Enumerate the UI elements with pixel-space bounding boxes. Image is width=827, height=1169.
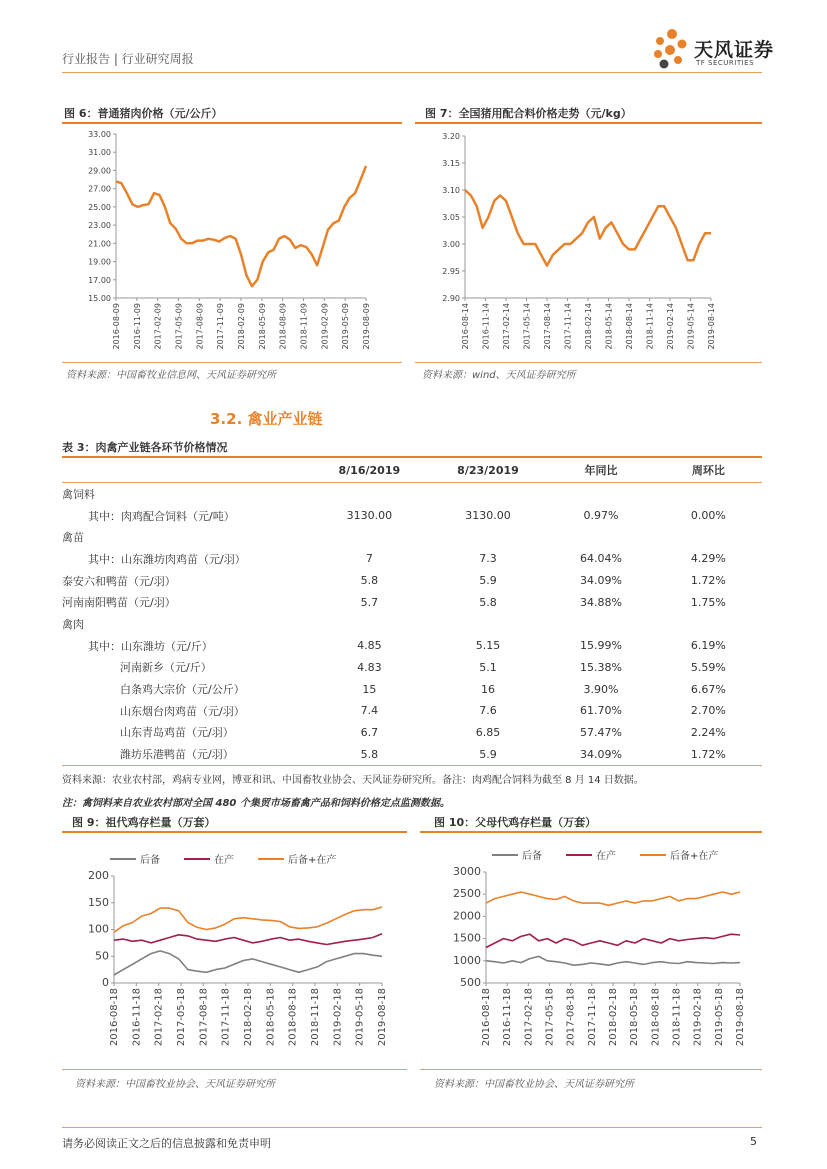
fig6-top-rule — [62, 122, 402, 124]
table-row — [62, 657, 762, 679]
x-tick-label: 2019-02-18 — [332, 988, 344, 1047]
y-tick-label: 50 — [95, 949, 109, 963]
table-cell — [429, 613, 548, 635]
x-tick-label: 2018-02-18 — [243, 988, 254, 1047]
table-cell: 3.90% — [583, 682, 619, 696]
table-cell: 0.97% — [583, 509, 619, 523]
x-tick-label: 2017-02-14 — [502, 303, 511, 350]
x-tick-label: 2016-08-09 — [112, 303, 121, 350]
table-cell: 4.83 — [357, 660, 382, 674]
fig6-chart — [62, 126, 402, 360]
header-title: 行业报告 | 行业研究周报 — [62, 52, 194, 66]
table-row — [62, 678, 762, 700]
x-tick-label: 2018-11-09 — [299, 303, 309, 350]
x-tick-label: 2018-02-14 — [584, 303, 593, 350]
table-cell: 5.7 — [360, 595, 379, 609]
y-tick-label: 1000 — [453, 953, 481, 967]
table-cell: 7.6 — [479, 704, 497, 718]
x-tick-label: 2017-11-18 — [586, 988, 598, 1047]
series-line-后备 — [486, 956, 740, 965]
y-tick-label: 3.00 — [442, 240, 460, 249]
x-tick-label: 2019-08-14 — [707, 303, 716, 350]
fig6-bottom-rule — [62, 362, 402, 363]
series-line-在产 — [114, 934, 382, 945]
table-row-label: 河南新乡（元/斤） — [120, 661, 212, 675]
table-cell: 1.72% — [690, 574, 726, 588]
x-tick-label: 2017-05-09 — [174, 303, 184, 350]
series-line-普通猪肉 — [116, 166, 366, 286]
table-cell — [310, 613, 429, 635]
fig10-title: 图 10：父母代鸡存栏量（万套） — [434, 816, 597, 829]
table-cell: 15.99% — [580, 639, 622, 653]
table-cell: 2.24% — [690, 725, 726, 739]
y-tick-label: 33.00 — [88, 130, 111, 139]
fig7-title: 图 7：全国猪用配合料价格走势（元/kg） — [425, 107, 632, 120]
fig10-chart — [420, 835, 762, 1067]
table-cell: 1.72% — [655, 743, 762, 765]
table-cell — [547, 526, 654, 548]
table-row-label: 山东青岛鸡苗（元/羽） — [120, 726, 234, 740]
x-tick-label: 2017-05-14 — [522, 303, 532, 350]
series-line-在产 — [486, 934, 740, 947]
legend-label: 后备+在产 — [670, 851, 719, 862]
table-row-label: 河南南阳鸭苗（元/羽） — [62, 596, 176, 610]
table3-source: 资料来源：农业农村部，鸡病专业网，博亚和讯、中国畜牧业协会、天风证券研究所。备注：肉鸡配合饲料为截至 8 月 14 日数据。 — [62, 775, 644, 786]
y-tick-label: 2.90 — [442, 294, 460, 303]
table-header-cell: 8/23/2019 — [429, 457, 548, 483]
table-cell: 15.38% — [580, 660, 622, 674]
x-tick-label: 2018-11-18 — [671, 988, 683, 1047]
y-tick-label: 2000 — [453, 909, 481, 923]
table-cell: 3130.00 — [465, 509, 511, 523]
x-tick-label: 2017-11-09 — [216, 303, 226, 350]
y-tick-label: 15.00 — [88, 294, 111, 303]
table-cell: 16 — [480, 682, 495, 696]
table-row-label: 泰安六和鸭苗（元/羽） — [62, 574, 176, 588]
x-tick-label: 2019-08-09 — [362, 303, 371, 350]
table-row-label: 山东烟台肉鸡苗（元/羽） — [120, 704, 245, 718]
x-tick-label: 2017-08-09 — [195, 303, 205, 350]
table-cell — [547, 483, 654, 505]
y-tick-label: 3.10 — [442, 186, 460, 195]
header-divider — [62, 72, 762, 73]
legend-label: 后备 — [522, 851, 542, 862]
x-tick-label: 2017-05-18 — [176, 988, 187, 1047]
table-cell — [547, 613, 654, 635]
table-row — [62, 483, 762, 505]
y-tick-label: 3000 — [453, 865, 481, 878]
x-tick-label: 2016-11-14 — [481, 303, 491, 350]
fig9-chart — [62, 835, 407, 1067]
x-tick-label: 2016-11-09 — [132, 303, 142, 350]
x-tick-label: 2019-02-09 — [320, 303, 330, 350]
y-tick-label: 2500 — [453, 887, 481, 901]
fig7-top-rule — [415, 122, 762, 124]
table-row — [62, 505, 762, 527]
table-cell — [429, 483, 548, 505]
y-tick-label: 19.00 — [88, 257, 111, 267]
section-heading: 3.2. 禽业产业链 — [210, 410, 323, 428]
y-tick-label: 21.00 — [88, 239, 111, 249]
x-tick-label: 2019-02-18 — [692, 988, 704, 1047]
x-tick-label: 2018-08-18 — [287, 988, 299, 1047]
table-row-label: 禽饲料 — [62, 487, 95, 501]
table-row — [62, 526, 762, 548]
table-cell: 7.3 — [479, 552, 497, 566]
legend-label: 后备+在产 — [288, 855, 337, 866]
table-cell: 7.4 — [360, 704, 379, 718]
y-tick-label: 3.20 — [442, 132, 460, 141]
fig9-top-rule — [62, 831, 407, 833]
table3 — [62, 456, 762, 766]
x-tick-label: 2016-08-18 — [109, 988, 120, 1047]
table-row — [62, 743, 762, 765]
table-header-cell: 8/16/2019 — [310, 457, 429, 483]
table-cell: 34.09% — [547, 743, 654, 765]
table-cell: 34.09% — [580, 574, 622, 588]
x-tick-label: 2019-08-18 — [735, 988, 746, 1047]
table-cell: 5.9 — [429, 743, 548, 765]
x-tick-label: 2017-02-18 — [523, 988, 535, 1047]
fig10-source: 资料来源：中国畜牧业协会、天风证券研究所 — [434, 1079, 634, 1090]
table-cell: 5.9 — [479, 574, 497, 588]
x-tick-label: 2017-11-18 — [220, 988, 232, 1047]
x-tick-label: 2017-08-18 — [565, 988, 577, 1047]
table-cell: 4.29% — [690, 552, 726, 566]
table-cell: 5.15 — [475, 639, 501, 653]
table-row-label: 禽肉 — [62, 617, 84, 631]
table-cell: 5.8 — [310, 743, 429, 765]
tf-logo-icon — [648, 26, 694, 72]
x-tick-label: 2019-02-14 — [666, 303, 675, 350]
table-row — [62, 635, 762, 657]
table-row — [62, 722, 762, 744]
fig7-chart — [415, 126, 762, 360]
fig10-bottom-rule — [420, 1069, 762, 1070]
series-line-后备+在产 — [114, 907, 382, 932]
y-tick-label: 27.00 — [88, 184, 111, 194]
x-tick-label: 2019-05-18 — [354, 988, 366, 1047]
x-tick-label: 2017-02-09 — [153, 303, 163, 350]
table-row — [62, 548, 762, 570]
legend-label: 在产 — [596, 851, 616, 862]
x-tick-label: 2018-08-14 — [625, 303, 634, 350]
table-row-label: 其中：山东潍坊（元/斤） — [88, 639, 213, 653]
x-tick-label: 2018-05-14 — [604, 303, 614, 350]
x-tick-label: 2019-05-09 — [341, 303, 351, 350]
x-tick-label: 2018-08-18 — [650, 988, 662, 1047]
table-cell: 5.1 — [479, 660, 497, 674]
logo-text-en: TF SECURITIES — [696, 59, 755, 67]
fig9-title: 图 9：祖代鸡存栏量（万套） — [72, 816, 216, 829]
y-tick-label: 23.00 — [88, 221, 111, 231]
table-cell: 0.00% — [690, 509, 726, 523]
table-header-cell: 周环比 — [655, 457, 762, 483]
x-tick-label: 2018-05-18 — [265, 988, 277, 1047]
table-cell — [310, 483, 429, 505]
legend-label: 后备 — [140, 855, 160, 866]
x-tick-label: 2016-11-18 — [502, 988, 514, 1047]
y-tick-label: 29.00 — [88, 166, 111, 176]
table-header-cell: 年同比 — [547, 457, 654, 483]
table-cell: 5.59% — [690, 660, 726, 674]
x-tick-label: 2017-05-18 — [544, 988, 556, 1047]
x-tick-label: 2018-08-09 — [278, 303, 288, 350]
x-tick-label: 2018-05-18 — [629, 988, 641, 1047]
table-cell: 6.67% — [690, 682, 726, 696]
series-line-猪用配合料 — [465, 190, 711, 266]
table-cell — [655, 526, 762, 548]
y-tick-label: 100 — [88, 922, 109, 936]
table-row-label: 其中：山东潍坊肉鸡苗（元/羽） — [88, 552, 246, 566]
y-tick-label: 1500 — [453, 931, 481, 945]
x-tick-label: 2018-11-18 — [310, 988, 321, 1047]
y-tick-label: 25.00 — [88, 202, 111, 212]
legend-label: 在产 — [214, 855, 234, 866]
table-row — [62, 591, 762, 613]
y-tick-label: 2.95 — [442, 267, 460, 276]
table-row — [62, 613, 762, 635]
table-row-label: 禽苗 — [62, 531, 84, 545]
table-cell — [310, 526, 429, 548]
x-tick-label: 2018-02-09 — [237, 303, 246, 350]
table-row-label: 其中：肉鸡配合饲料（元/吨） — [88, 509, 235, 523]
x-tick-label: 2018-02-18 — [608, 988, 619, 1047]
series-line-后备 — [114, 951, 382, 975]
fig7-source: 资料来源：wind、天风证券研究所 — [422, 370, 576, 381]
x-tick-label: 2019-05-14 — [686, 303, 696, 350]
series-line-后备+在产 — [486, 892, 740, 905]
table-cell — [429, 526, 548, 548]
x-tick-label: 2019-05-18 — [713, 988, 725, 1047]
x-tick-label: 2017-08-14 — [543, 303, 552, 350]
table-cell: 5.8 — [479, 595, 497, 609]
footer-divider — [62, 1127, 762, 1128]
fig6-title: 图 6：普通猪肉价格（元/公斤） — [64, 107, 223, 120]
table-cell: 6.19% — [690, 639, 726, 653]
table-cell: 3130.00 — [346, 509, 393, 523]
table-cell: 64.04% — [580, 552, 622, 566]
fig10-top-rule — [420, 831, 762, 833]
y-tick-label: 31.00 — [88, 148, 111, 158]
table-cell: 57.47% — [580, 725, 622, 739]
y-tick-label: 3.05 — [442, 213, 460, 222]
table-row — [62, 570, 762, 592]
table-row-label: 白条鸡大宗价（元/公斤） — [120, 683, 245, 697]
y-tick-label: 500 — [460, 976, 481, 989]
x-tick-label: 2016-08-14 — [461, 303, 470, 350]
x-tick-label: 2017-08-18 — [198, 988, 210, 1047]
x-tick-label: 2018-11-14 — [645, 303, 655, 350]
fig7-bottom-rule — [415, 362, 762, 363]
table-cell: 7 — [365, 552, 373, 566]
x-tick-label: 2016-08-18 — [481, 988, 492, 1047]
table-cell: 5.8 — [360, 574, 379, 588]
table-cell: 2.70% — [690, 704, 726, 718]
table3-title: 表 3：肉禽产业链各环节价格情况 — [62, 441, 228, 454]
table-cell: 61.70% — [580, 704, 622, 718]
x-tick-label: 2016-11-18 — [131, 988, 143, 1047]
y-tick-label: 3.15 — [442, 159, 460, 168]
table-row — [62, 700, 762, 722]
y-tick-label: 150 — [88, 895, 109, 909]
table-cell: 15 — [362, 682, 377, 696]
logo-text: 天风证券 — [694, 39, 775, 61]
table-row-label: 潍坊乐港鸭苗（元/羽） — [62, 743, 310, 765]
table-cell: 34.88% — [580, 595, 622, 609]
table-cell: 6.85 — [475, 725, 501, 739]
table-header-cell — [62, 457, 310, 483]
y-tick-label: 200 — [88, 869, 109, 882]
table-cell: 4.85 — [357, 639, 382, 653]
y-tick-label: 0 — [102, 976, 109, 989]
table-cell: 6.7 — [360, 725, 379, 739]
x-tick-label: 2017-11-14 — [563, 303, 573, 350]
page-number: 5 — [750, 1135, 757, 1148]
table3-note: 注：禽饲料来自农业农村部对全国 480 个集贸市场畜禽产品和饲料价格定点监测数据。 — [62, 798, 450, 809]
fig6-source: 资料来源：中国畜牧业信息网、天风证券研究所 — [66, 370, 276, 381]
x-tick-label: 2019-08-18 — [377, 988, 388, 1047]
table-cell — [655, 613, 762, 635]
fig9-source: 资料来源：中国畜牧业协会、天风证券研究所 — [75, 1079, 275, 1090]
footer-disclaimer: 请务必阅读正文之后的信息披露和免责申明 — [62, 1137, 271, 1150]
x-tick-label: 2018-05-09 — [257, 303, 267, 350]
fig9-bottom-rule — [62, 1069, 407, 1070]
table-cell: 1.75% — [690, 595, 726, 609]
table-header-row — [62, 457, 762, 483]
y-tick-label: 17.00 — [88, 275, 111, 285]
table-cell — [655, 483, 762, 505]
x-tick-label: 2017-02-18 — [153, 988, 165, 1047]
